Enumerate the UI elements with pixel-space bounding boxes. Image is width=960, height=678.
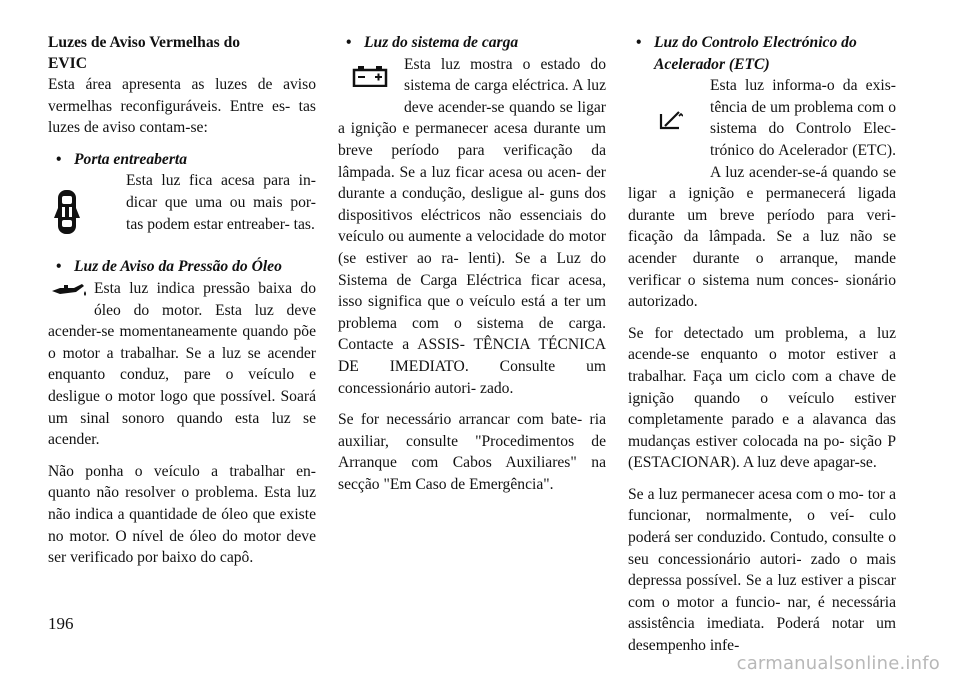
oil-pressure-block <box>48 278 316 461</box>
charging-system-block <box>338 54 606 400</box>
heading-line-2: EVIC <box>48 55 87 72</box>
column-right <box>628 32 896 667</box>
throttle-control-icon <box>654 81 688 161</box>
etc-problem-paragraph: Se for detectado um problema, a luz acende-se enquanto o motor estiver a trabalhar. Faça um ciclo com a chave de ignição quando o veículo estiver completamente parado e a alavanca das mudanças estiver colocada na po- sição P (ESTACIONAR). A luz deve apagar-se. <box>628 324 896 472</box>
oil-pressure-icon <box>48 280 88 300</box>
heading-line-1: Luzes de Aviso Vermelhas do <box>48 34 241 51</box>
etc-persist-paragraph: Se a luz permanecer acesa com o mo- tor a funcionar, normalmente, o veí- culo poderá ser conduzido. Contudo, consulte o seu concessionário autori- zado o mais depressa possível. Se a luz estiver a piscar com o motor a funcio- nar, é necessária assistência imediata. Poderá notar um desempenho infe- <box>628 485 896 655</box>
oil-pressure-title: • Luz de Aviso da Pressão do Óleo <box>48 256 316 278</box>
column-middle <box>338 32 606 505</box>
jump-start-paragraph: Se for necessário arrancar com bate- ria auxiliar, consulte "Procedimentos de Arranque com Cabos Auxiliares" na secção "Em Caso de Emergência". <box>338 411 606 493</box>
door-ajar-text: Esta luz fica acesa para in- dicar que uma ou mais por- tas podem estar entreaber- tas. <box>126 172 316 233</box>
page-number: 196 <box>48 614 74 633</box>
door-ajar-icon <box>48 180 86 244</box>
column-left <box>48 32 316 579</box>
etc-block <box>628 75 896 313</box>
door-ajar-block <box>48 170 316 246</box>
battery-icon <box>348 56 392 96</box>
etc-text: Esta luz informa-o da exis- tência de um problema com o sistema do Controlo Elec- trónico do Acelerador (ETC). A luz acender-se-á quando se ligar a ignição e permanecerá ligada durante um breve período para veri- ficação da lâmpada. Se a luz não se acender durante o arranque, mande verificar o sistema num conces- sionário autorizado. <box>628 77 896 311</box>
oil-note-paragraph: Não ponha o veículo a trabalhar en- quanto não resolver o problema. Esta luz não indica a quantidade de óleo que existe no motor. O nível de óleo do motor deve ser verificado por baixo do capô. <box>48 462 316 567</box>
oil-pressure-text: Esta luz indica pressão baixa do óleo do motor. Esta luz deve acender-se momentaneamente quando põe o motor a trabalhar. Se a luz se acender enquanto conduz, pare o veículo e desligue o motor logo que possível. Soará um sinal sonoro quando esta luz se acender. <box>48 279 316 449</box>
charging-system-title: • Luz do sistema de carga <box>338 32 606 54</box>
charging-system-text: Esta luz mostra o estado do sistema de carga eléctrica. A luz deve acender-se quando se ligar a ignição e permanecer acesa durante um breve período para verificação da lâmpada. Se a luz ficar acesa ou acen- der durante a condução, desligue al- guns dos dispositivos eléctricos não essenciais do veículo ou aumente a velocidade do motor (se estiver ao ra- lenti). Se a Luz do Sistema de Carga Eléctrica ficar acesa, isso significa que o veículo está a ter um problema com o sistema de carga. Contacte a ASSIS- TÊNCIA TÉCNICA DE IMEDIATO. Consulte um concessionário autori- zado. <box>338 55 606 397</box>
section-heading <box>48 32 316 74</box>
intro-paragraph: Esta área apresenta as luzes de aviso vermelhas reconfiguráveis. Entre es- tas luzes de aviso contam-se: <box>48 76 316 137</box>
watermark: carmanualsonline.info <box>736 653 940 674</box>
etc-title: • Luz do Controlo Electrónico do Acelerador (ETC) <box>628 32 896 75</box>
door-ajar-title: • Porta entreaberta <box>48 149 316 171</box>
